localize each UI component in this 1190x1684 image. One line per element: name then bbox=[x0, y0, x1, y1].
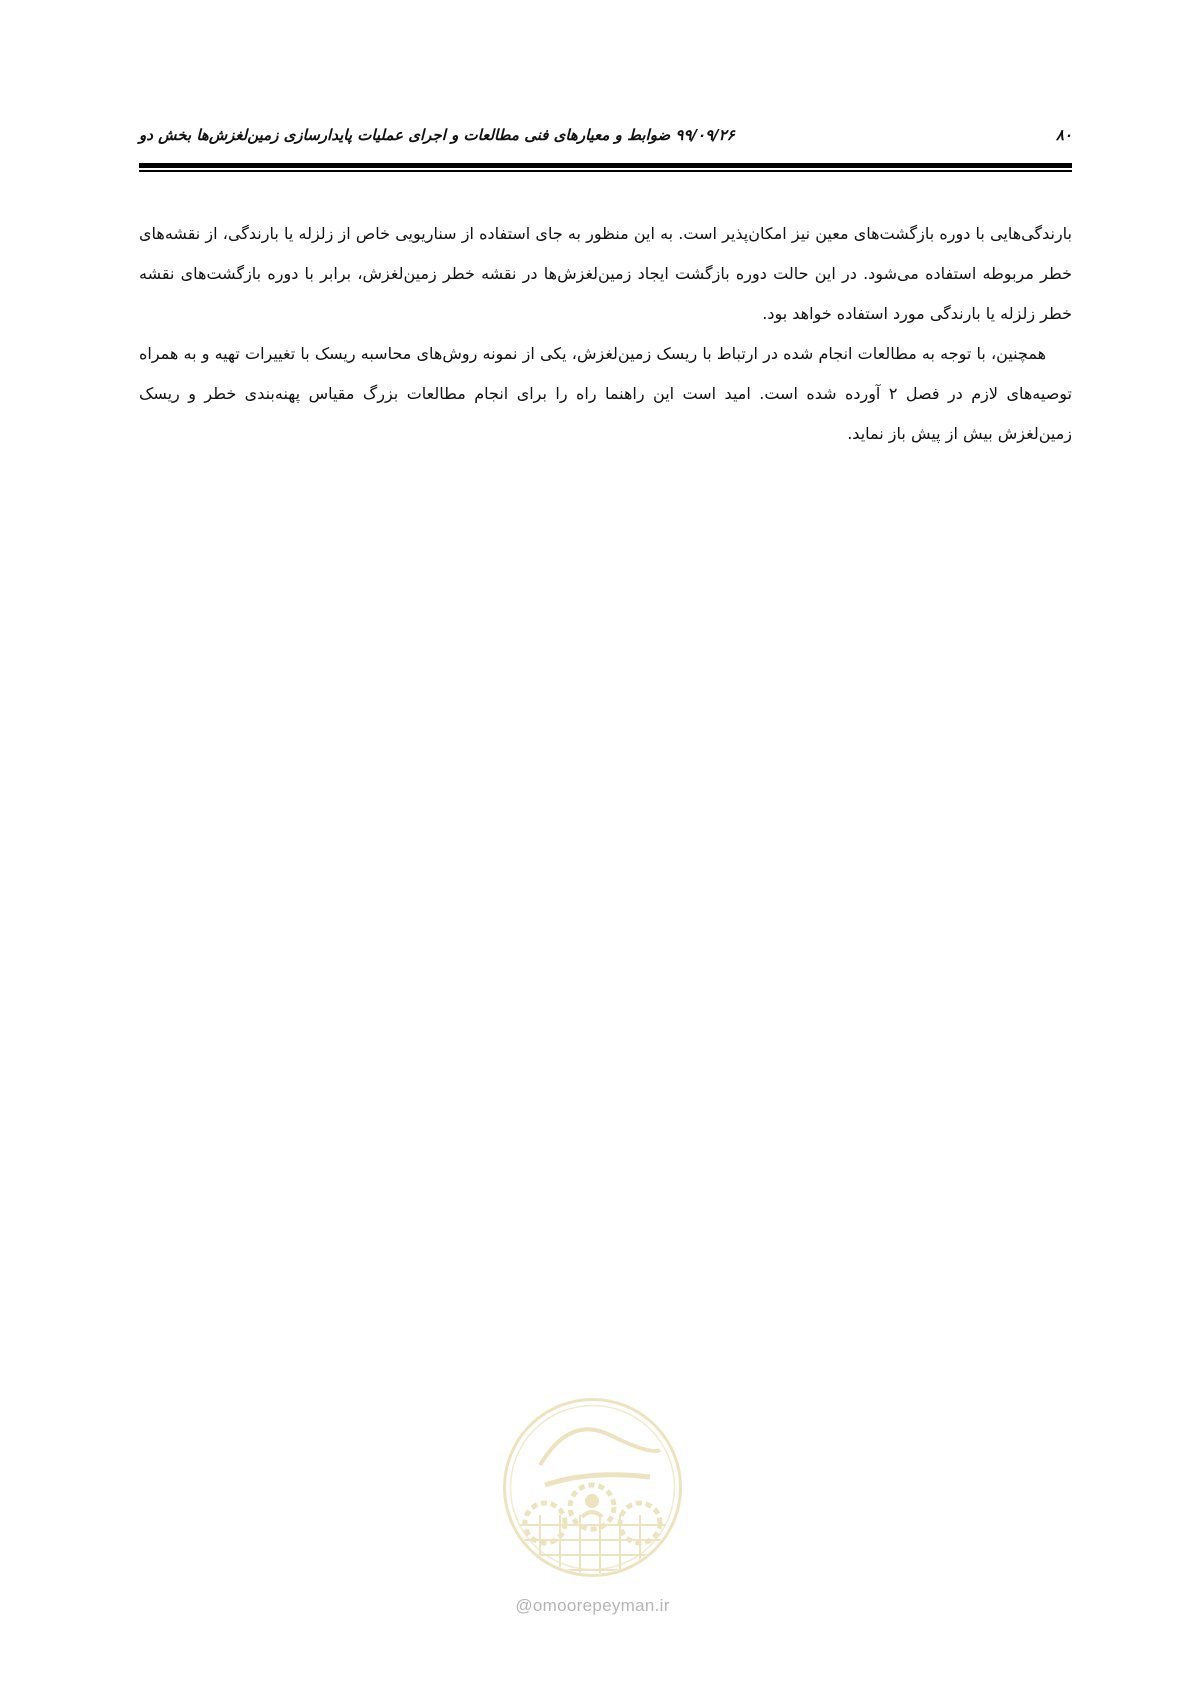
header-rule-thin bbox=[139, 170, 1072, 172]
page-header bbox=[139, 126, 1072, 156]
watermark-logo bbox=[500, 1395, 685, 1580]
watermark-url: @omoorepeyman.ir bbox=[515, 1596, 670, 1615]
body-text bbox=[139, 214, 1072, 454]
header-rule-thick bbox=[139, 163, 1072, 168]
running-title: ۹۹/۰۹/۲۶ ضوابط و معیارهای فنی مطالعات و اجرای عملیات پایدارسازی زمین‌لغزش‌ها بخش دو bbox=[139, 126, 735, 144]
paragraph-1: بارندگی‌هایی با دوره بازگشت‌های معین نیز امکان‌پذیر است. به این منظور به جای استفاده از سناریویی خاص از زلزله یا بارندگی، از نقشه‌های خطر مربوطه استفاده می‌شود. در این حالت دوره بازگشت ایجاد زمین‌لغزش‌ها در نقشه خطر زمین‌لغزش، برابر با دوره بازگشت‌های نقشه خطر زلزله یا بارندگی مورد استفاده خواهد بود. bbox=[139, 224, 1072, 323]
paragraph-2: همچنین، با توجه به مطالعات انجام شده در ارتباط با ریسک زمین‌لغزش، یکی از نمونه روش‌های محاسبه ریسک با تغییرات تهیه و به همراه توصیه‌های لازم در فصل ۲ آورده شده است. امید است این راهنما راه را برای انجام مطالعات بزرگ مقیاس پهنه‌بندی خطر و ریسک زمین‌لغزش بیش از پیش باز نماید. bbox=[139, 344, 1073, 443]
page-number: ۸۰ bbox=[1055, 126, 1072, 144]
